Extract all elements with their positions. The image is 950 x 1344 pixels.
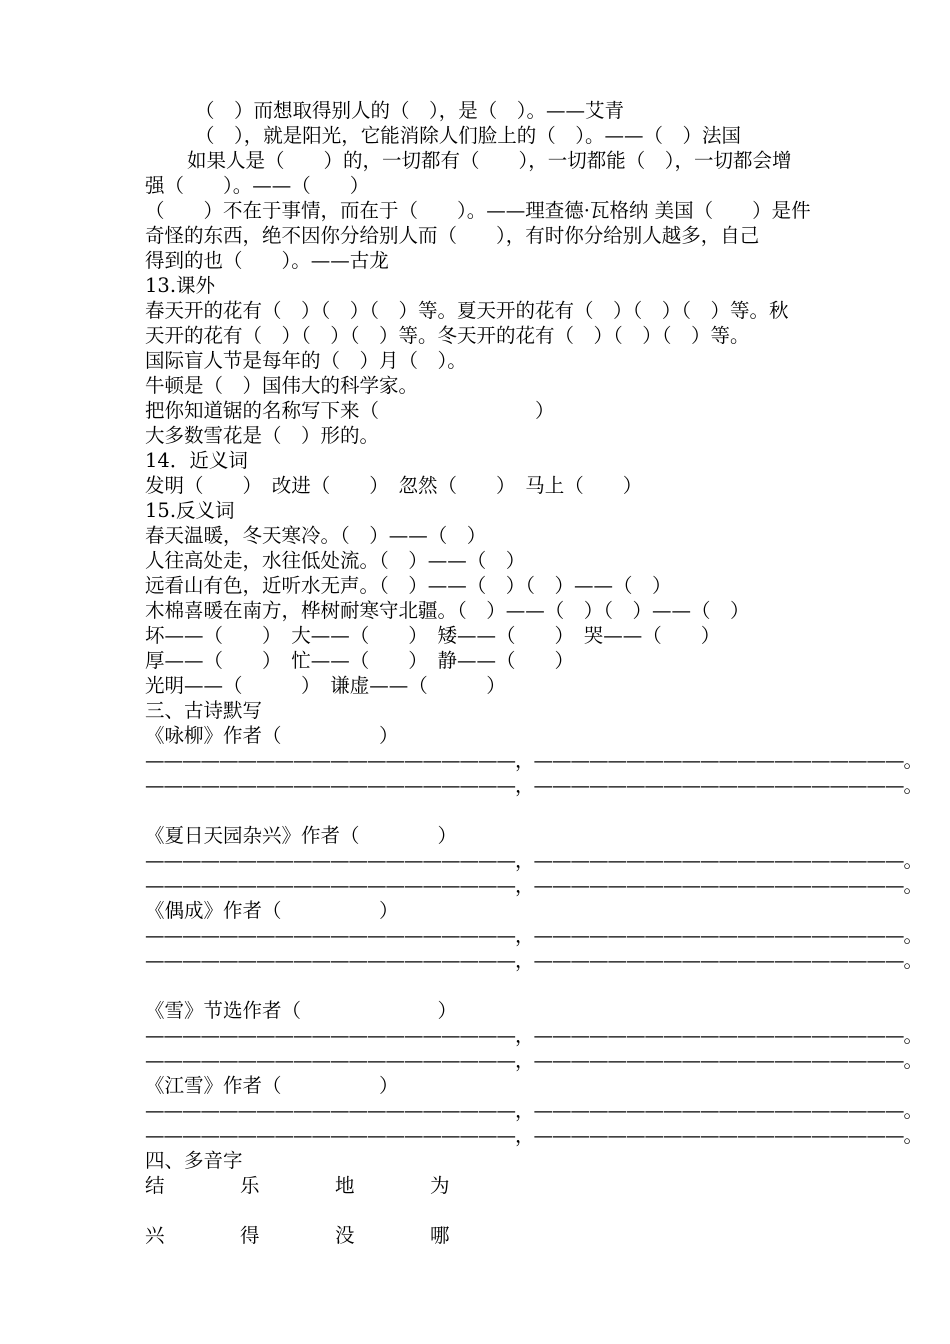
- poem-title: 《雪》节选作者（ ）: [145, 999, 458, 1022]
- text-line: 坏——（ ） 大——（ ） 矮——（ ） 哭——（ ）: [145, 624, 721, 647]
- section-heading: 14．近义词: [145, 449, 248, 472]
- polyphone-char: 结: [145, 1174, 165, 1197]
- text-line: （ ）而想取得别人的（ ），是（ ）。——艾青: [195, 99, 625, 122]
- answer-line: ————————————————————，————————————————————。: [145, 1049, 922, 1072]
- text-line: 把你知道锯的名称写下来（ ）: [145, 399, 555, 422]
- text-line: 发明（ ） 改进（ ） 忽然（ ） 马上（ ）: [145, 474, 643, 497]
- text-line: 得到的也（ ）。——古龙: [145, 249, 389, 272]
- text-line: 人往高处走，水往低处流。（ ）——（ ）: [145, 549, 526, 572]
- answer-line: ————————————————————，————————————————————。: [145, 874, 922, 897]
- answer-line: ————————————————————，————————————————————。: [145, 1099, 922, 1122]
- text-line: 国际盲人节是每年的（ ）月（ ）。: [145, 349, 467, 372]
- text-line: 光明——（ ） 谦虚——（ ）: [145, 674, 506, 697]
- text-line: （ ），就是阳光，它能消除人们脸上的（ ）。——（ ）法国: [195, 124, 742, 147]
- text-line: 牛顿是（ ）国伟大的科学家。: [145, 374, 419, 397]
- answer-line: ————————————————————，————————————————————。: [145, 774, 922, 797]
- poem-title: 《夏日天园杂兴》作者（ ）: [145, 824, 458, 847]
- polyphone-char: 没: [335, 1224, 355, 1247]
- answer-line: ————————————————————，————————————————————。: [145, 849, 922, 872]
- text-line: （ ）不在于事情，而在于（ ）。——理查德·瓦格纳 美国（ ）是件: [145, 199, 811, 222]
- section-heading: 三、古诗默写: [145, 699, 263, 722]
- text-line: 木棉喜暖在南方，桦树耐寒守北疆。（ ）——（ ）（ ）——（ ）: [145, 599, 750, 622]
- text-line: 大多数雪花是（ ）形的。: [145, 424, 380, 447]
- answer-line: ————————————————————，————————————————————。: [145, 749, 922, 772]
- polyphone-row: [145, 1223, 815, 1248]
- answer-line: ————————————————————，————————————————————。: [145, 949, 922, 972]
- worksheet-page: [145, 98, 922, 1248]
- polyphone-char: 为: [430, 1174, 450, 1197]
- text-line: 天开的花有（ ）（ ）（ ）等。冬天开的花有（ ）（ ）（ ）等。: [145, 324, 750, 347]
- answer-line: ————————————————————，————————————————————。: [145, 1024, 922, 1047]
- polyphone-char: 兴: [145, 1224, 165, 1247]
- polyphone-char: 乐: [240, 1174, 260, 1197]
- polyphone-char: 地: [335, 1174, 355, 1197]
- text-line: 强（ ）。——（ ）: [145, 174, 370, 197]
- section-heading: 15.反义词: [145, 499, 235, 522]
- polyphone-char: 得: [240, 1224, 260, 1247]
- poem-title: 《偶成》作者（ ）: [145, 899, 399, 922]
- text-line: 远看山有色，近听水无声。（ ）——（ ）（ ）——（ ）: [145, 574, 672, 597]
- polyphone-char: 哪: [430, 1224, 450, 1247]
- text-line: 如果人是（ ）的，一切都有（ ），一切都能（ ），一切都会增: [187, 149, 792, 172]
- text-line: 厚——（ ） 忙——（ ） 静——（ ）: [145, 649, 575, 672]
- section-heading: 13.课外: [145, 274, 216, 297]
- polyphone-row: [145, 1173, 815, 1198]
- text-line: 春天开的花有（ ）（ ）（ ）等。夏天开的花有（ ）（ ）（ ）等。秋: [145, 299, 789, 322]
- poem-title: 《江雪》作者（ ）: [145, 1074, 399, 1097]
- answer-line: ————————————————————，————————————————————。: [145, 924, 922, 947]
- answer-line: ————————————————————，————————————————————。: [145, 1124, 922, 1147]
- text-line: 春天温暖，冬天寒冷。（ ）——（ ）: [145, 524, 487, 547]
- text-line: 奇怪的东西，绝不因你分给别人而（ ），有时你分给别人越多，自己: [145, 224, 760, 247]
- poem-title: 《咏柳》作者（ ）: [145, 724, 399, 747]
- section-heading: 四、多音字: [145, 1149, 243, 1172]
